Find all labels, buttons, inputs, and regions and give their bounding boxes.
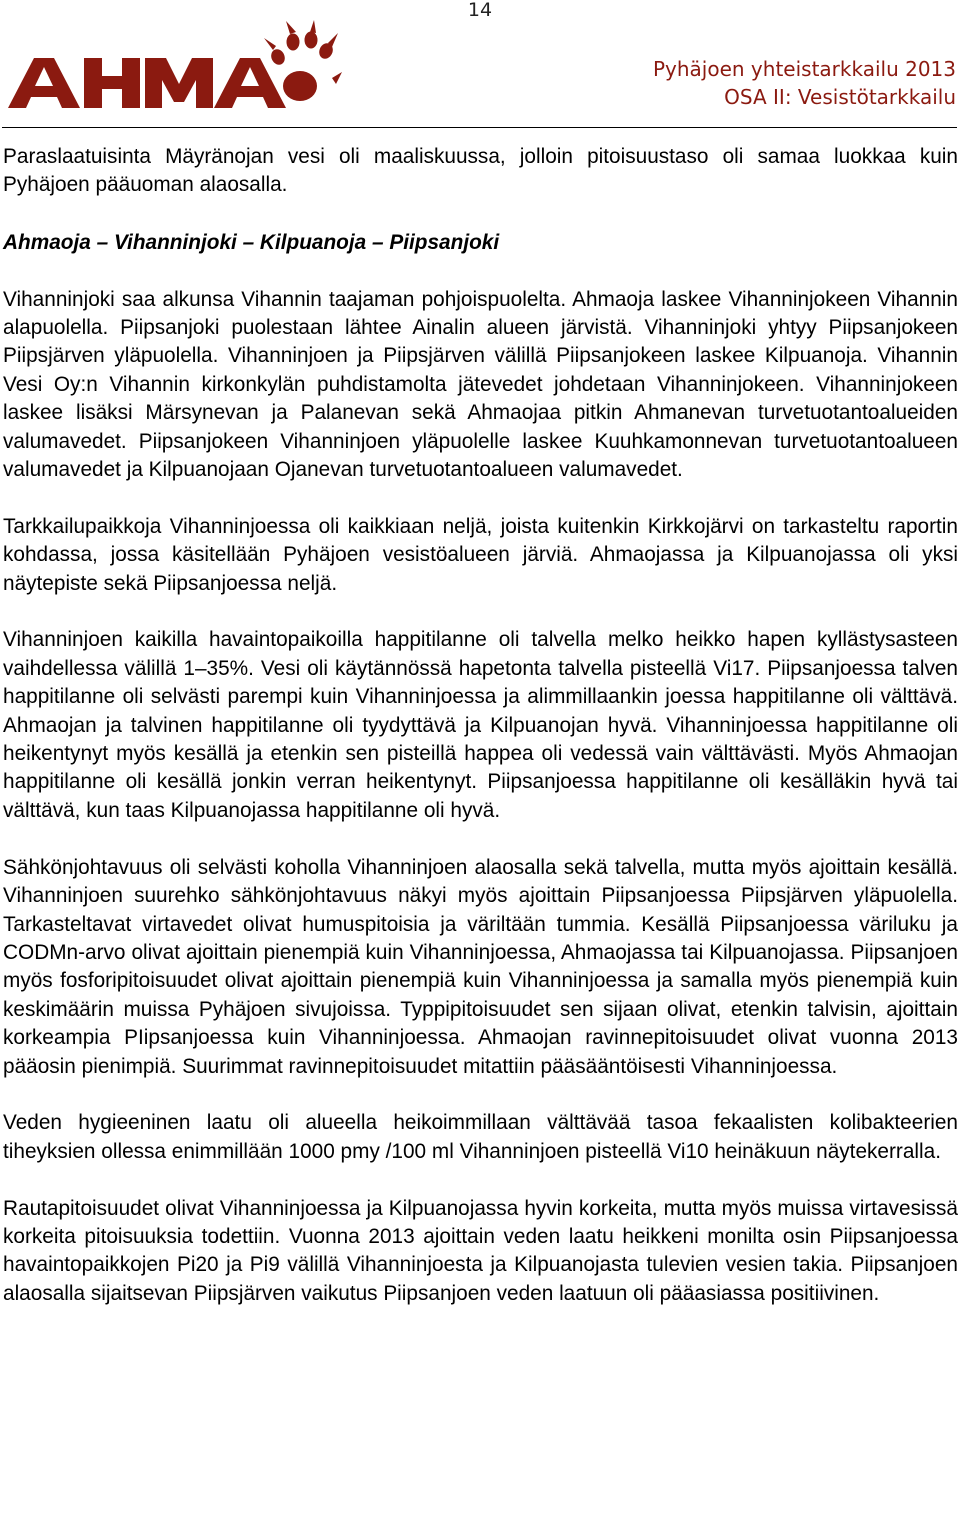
header-title-line1: Pyhäjoen yhteistarkkailu 2013: [652, 57, 956, 81]
body-paragraph: Veden hygieeninen laatu oli alueella heikoimmillaan välttävää tasoa fekaalisten kolibakteerien tiheyksien ollessa enimmillään 1000 pmy /100 ml Vihanninjoen pisteellä Vi10 heinäkuun näytekerralla.: [3, 1111, 958, 1163]
ahma-logo: [2, 20, 342, 116]
body-paragraph: Vihanninjoen kaikilla havaintopaikoilla happitilanne oli talvella melko heikko hapen kyllästysasteen vaihdellessa välillä 1–35%. Vesi oli käytännössä hapetonta talvella pisteellä Vi17. Piipsanjoessa talven happitilanne oli selvästi parempi kuin Vihanninjoessa ja alimmillaankin joessa happitilanne oli välttävä. Ahmaojan ja talvinen happitilanne oli tyydyttävä ja Kilpuanojan hyvä. Vihanninjoessa happitilanne oli heikentynyt myös kesällä ja etenkin sen pisteillä happea oli vedessä vain välttävästi. Myös Ahmaojan happitilanne oli kesällä jonkin verran heikentynyt. Piipsanjoessa happitilanne oli kesälläkin hyvä tai välttävä, kun taas Kilpuanojassa happitilanne oli hyvä.: [3, 628, 958, 822]
document-header-title: [653, 55, 956, 111]
body-paragraph: Sähkönjohtavuus oli selvästi koholla Vihanninjoen alaosalla sekä talvella, mutta myös ajoittain kesällä. Vihanninjoen suurehko sähkönjohtavuus näkyi myös ajoittain Piipsanjoessa Piipsjärven yläpuolella. Tarkasteltavat virtavedet olivat humuspitoisia ja väriltään tummia. Kesällä Piipsanjoessa väriluku ja CODMn-arvo olivat ajoittain pienempiä kuin Vihanninjoessa, Ahmaojassa tai Kilpuanojassa. Piipsanjoen myös fosforipitoisuudet olivat ajoittain pienempiä kuin Vihanninjoessa ja samalla myös pienempiä kuin keskimäärin muissa Pyhäjoen sivujoissa. Typpipitoisuudet sen sijaan olivat, etenkin talvisin, ajoittain korkeampia PIipsanjoessa kuin Vihanninjoessa. Ahmaojan ravinnepitoisuudet olivat vuonna 2013 pääosin pienimpiä. Suurimmat ravinnepitoisuudet mitattiin pääsääntöisesti Vihanninjoessa.: [3, 855, 958, 1078]
document-body: [3, 143, 958, 1308]
body-paragraph: Vihanninjoki saa alkunsa Vihannin taajaman pohjoispuolelta. Ahmaoja laskee Vihanninjokeen Vihannin alapuolella. Piipsanjoki puolestaan lähtee Ainalin alueen järvistä. Vihanninjoki yhtyy Piipsanjokeen Piipsjärven yläpuolella. Vihanninjoen ja Piipsjärven välillä Piipsanjokeen laskee Kilpuanoja. Vihannin Vesi Oy:n Vihannin kirkonkylän puhdistamolta jätevedet johdetaan Vihanninjokeen. Vihanninjokeen laskee lisäksi Märsynevan ja Palanevan sekä Ahmaojaa pitkin Ahmanevan turvetuotantoalueiden valumavedet. Piipsanjokeen Vihanninjoen yläpuolelle laskee Kuuhkamonnevan turvetuotantoalueen valumavedet ja Kilpuanojaan Ojanevan turvetuotantoalueen valumavedet.: [3, 287, 958, 482]
page-number: 14: [467, 0, 493, 21]
section-heading: Ahmaoja – Vihanninjoki – Kilpuanoja – Piipsanjoki: [3, 230, 500, 254]
body-paragraph: Tarkkailupaikkoja Vihanninjoessa oli kaikkiaan neljä, joista kuitenkin Kirkkojärvi on tarkasteltu raportin kohdassa, jossa käsitellään Pyhäjoen vesistöalueen järviä. Ahmaojassa ja Kilpuanojassa oli yksi näytepiste sekä Piipsanjoessa neljä.: [3, 514, 958, 595]
header-divider: [2, 127, 957, 128]
body-paragraph: Rautapitoisuudet olivat Vihanninjoessa ja Kilpuanojassa hyvin korkeita, mutta myös muissa virtavesissä korkeita pitoisuuksia todettiin. Vuonna 2013 ajoittain veden laatu heikkeni monilta osin Piipsanjoessa havaintopaikkojen Pi20 ja Pi9 välillä Vihanninjoesta ja Kilpuanojasta tulevien vesien takia. Piipsanjoen alaosalla sijaitsevan Piipsjärven vaikutus Piipsanjoen veden laatuun oli pääasiassa positiivinen.: [3, 1196, 958, 1305]
intro-paragraph: Paraslaatuisinta Mäyränojan vesi oli maaliskuussa, jolloin pitoisuustaso oli samaa luokkaa kuin Pyhäjoen pääuoman alaosalla.: [3, 145, 958, 197]
header-title-line2: OSA II: Vesistötarkkailu: [724, 85, 956, 109]
